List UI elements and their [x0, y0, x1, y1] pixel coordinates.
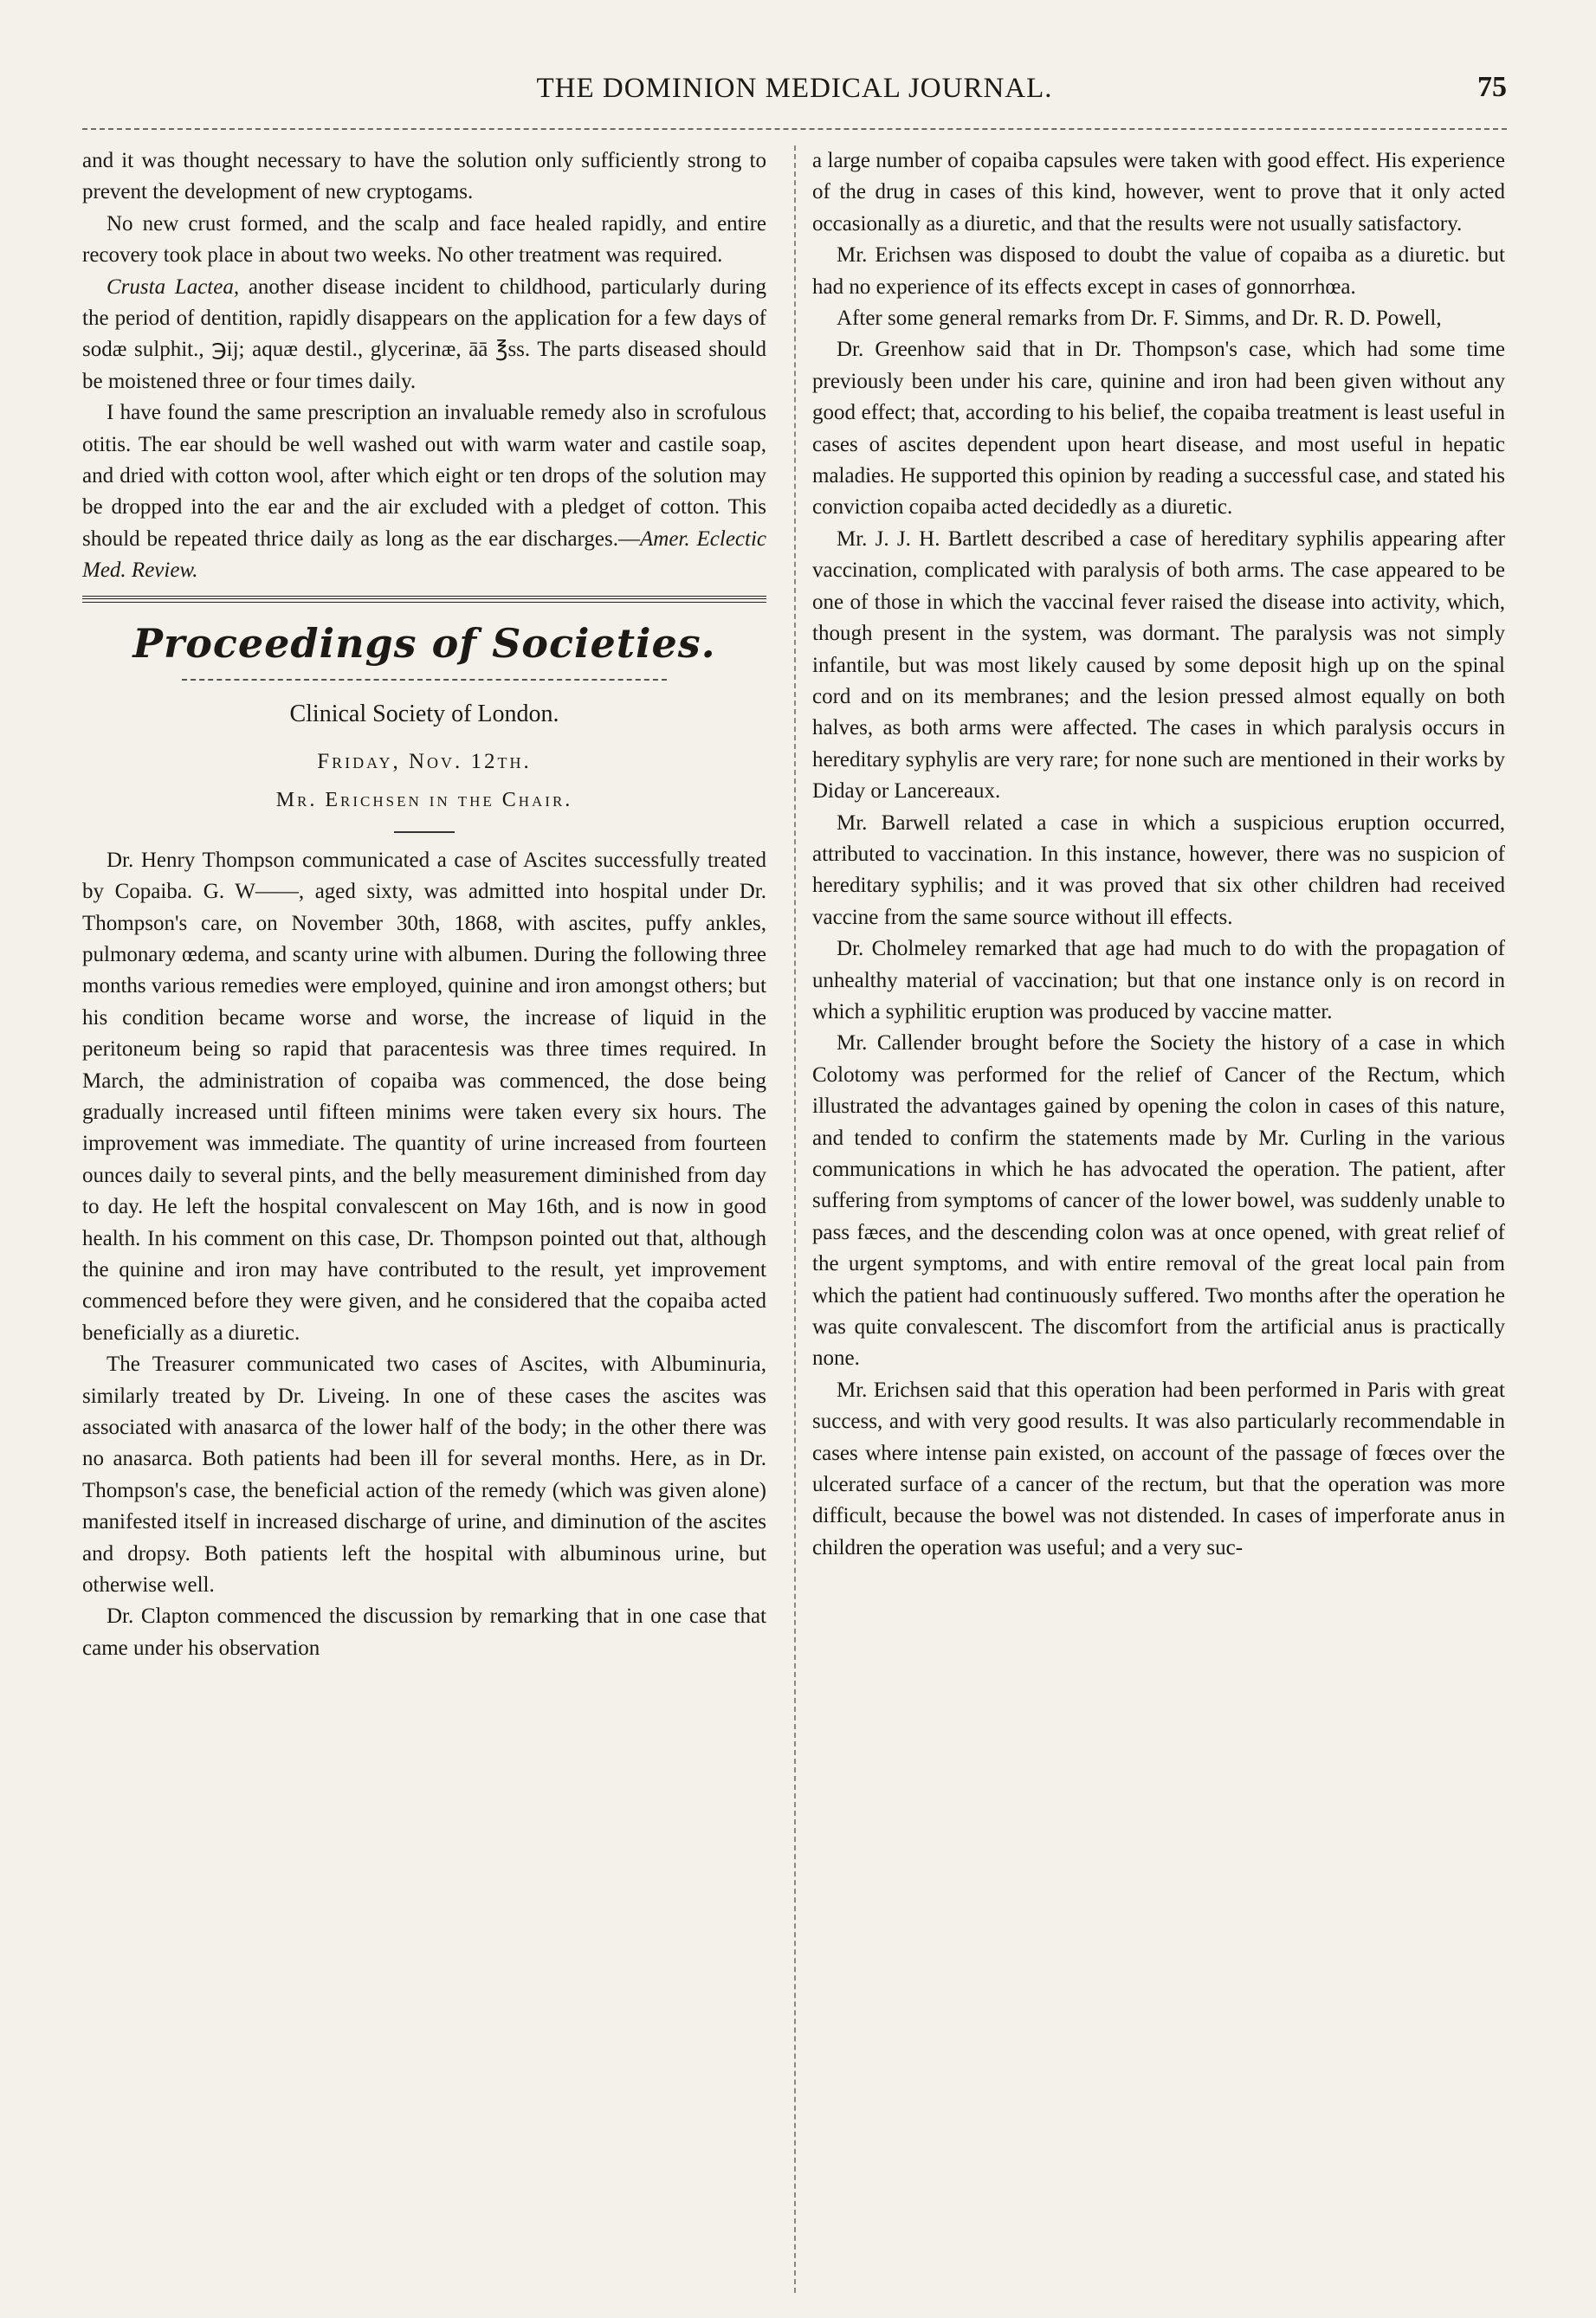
paragraph: Mr. Erichsen said that this operation had been performed in Paris with great success, and with very good results. It was also particularly recommendable in cases where intense pain existed, on account of the passage of fœces over the ulcerated surface of a cancer of the rectum, but that the operation was more difficult, because the bowel was not distended. In cases of imperforate anus in children the operation was useful; and a very suc- [812, 1378, 1505, 1559]
paragraph-text: another disease incident to childhood, particularly during the period of dentition, rapidly disappears on the application for a few days of sodæ sulphit., ℈ij; aquæ destil., glycerinæ, āā ℥ss. The parts diseased should be moistened three or four times daily. [82, 274, 766, 393]
society-name: Clinical Society of London. [289, 700, 559, 727]
paragraph: Mr. Callender brought before the Society the history of a case in which Colotomy was performed for the relief of Cancer of the Rectum, which illustrated the advantages gained by opening the colon in cases of this nature, and tended to confirm the statements made by Mr. Curling in the various communications in which he has advocated the operation. The patient, after suffering from symptoms of cancer of the lower bowel, was suddenly unable to pass fæces, and the descending colon was at once opened, with great relief of the urgent symptoms, and with entire removal of the great local pain from which the patient had continuously suffered. Two months after the operation he was quite convalescent. The discomfort from the artificial anus is practically none. [812, 1031, 1505, 1371]
running-title: THE DOMINION MEDICAL JOURNAL. [536, 73, 1053, 104]
header-rule [82, 128, 1507, 130]
paragraph [82, 272, 766, 398]
section-rule [82, 596, 766, 603]
chair-line: Mr. Erichsen in the Chair. [275, 788, 573, 811]
paragraph [82, 397, 766, 586]
paragraph: Dr. Henry Thompson communicated a case of Ascites successfully treated by Copaiba. G. W——, aged sixty, was admitted into hospital under Dr. Thompson's care, on November 30th, 1868, with ascites, puffy ankles, pulmonary œdema, and scanty urine with albumen. During the following three months various remedies were employed, quinine and iron amongst others; but his condition became worse and worse, the increase of liquid in the peritoneum being so rapid that paracentesis was three times required. In March, the administration of copaiba was commenced, the dose being gradually increased until fifteen minims were taken every six hours. The improvement was immediate. The quantity of urine increased from fourteen ounces daily to several pints, and the belly measurement diminished from day to day. He left the hospital convalescent on May 16th, and is now in good health. In his comment on this case, Dr. Thompson pointed out that, although the quinine and iron may have contributed to the result, yet improvement commenced before they were given, and he considered that the copaiba acted beneficially as a diuretic. [82, 848, 766, 1345]
paragraph: a large number of copaiba capsules were taken with good effect. His experience of the drug in cases of this kind, however, went to prove that it only acted occasionally as a diuretic, and that the results were not usually satisfactory. [812, 149, 1505, 236]
right-column [812, 145, 1505, 1564]
column-divider [794, 145, 796, 2293]
citation-source: Amer. Eclectic Med. Review. [82, 526, 767, 583]
paragraph: Dr. Clapton commenced the discussion by remarking that in one case that came under his observation [82, 1605, 766, 1660]
paragraph: Mr. Barwell related a case in which a suspicious eruption occurred, attributed to vaccination. In this instance, however, there was no suspicion of hereditary syphilis; and it was proved that six other children had received vaccine from the same source without ill effects. [812, 810, 1505, 929]
paragraph: Dr. Greenhow said that in Dr. Thompson's case, which had some time previously been under his care, quinine and iron had been given without any good effect; that, according to his belief, the copaiba treatment is least useful in cases of ascites dependent upon heart disease, and most useful in hepatic maladies. He supported this opinion by reading a successful case, and stated his conviction copaiba acted decidedly as a diuretic. [812, 338, 1505, 520]
paragraph: Mr. Erichsen was disposed to doubt the value of copaiba as a diuretic. but had no experience of its effects except in cases of gonnorrhœa. [812, 243, 1505, 299]
dash-rule [182, 679, 667, 681]
paragraph-lead: Crusta Lactea, [107, 274, 240, 299]
paragraph: After some general remarks from Dr. F. Simms, and Dr. R. D. Powell, [837, 307, 1442, 331]
paragraph: Dr. Cholmeley remarked that age had much to do with the propagation of unhealthy material of vaccination; but that one instance only is on record in which a syphilitic eruption was produced by vaccine matter. [812, 937, 1505, 1023]
section-title: Proceedings of Societies. [132, 619, 716, 667]
page-header [82, 68, 1507, 119]
paragraph-text: I have found the same prescription an invaluable remedy also in scrofulous otitis. The ear should be well washed out with warm water and castile soap, and dried with cotton wool, after which eight or ten drops of the solution may be dropped into the ear and the air excluded with a pledget of cotton. This should be repeated thrice daily as long as the ear discharges.— [82, 401, 766, 551]
meeting-date: Friday, Nov. 12th. [317, 749, 532, 773]
paragraph: Mr. J. J. H. Bartlett described a case of hereditary syphilis appearing after vaccination, complicated with paralysis of both arms. The case appeared to be one of those in which the vaccinal fever raised the disease into activity, which, though present in the system, was dormant. The paralysis was not simply infantile, but was most likely caused by some deposit high up on the spinal cord and on its membranes; and the lesion pressed almost equally on both halves, as both arms were affected. The cases in which paralysis occurs in hereditary syphylis are very rare; for none such are mentioned in their works by Diday or Lancereaux. [812, 526, 1505, 804]
paragraph: and it was thought necessary to have the solution only sufficiently strong to prevent the development of new cryptogams. [82, 149, 766, 204]
page-number: 75 [1477, 71, 1507, 103]
paragraph: The Treasurer communicated two cases of Ascites, with Albuminuria, similarly treated by Dr. Liveing. In one of these cases the ascites was associated with anasarca of the lower half of the body; in the other there was no anasarca. Both patients had been ill for several months. Here, as in Dr. Thompson's case, the beneficial action of the remedy (which was given alone) manifested itself in increased discharge of urine, and diminution of the ascites and dropsy. Both patients left the hospital with albuminous urine, but otherwise well. [82, 1353, 766, 1598]
paragraph: No new crust formed, and the scalp and face healed rapidly, and entire recovery took place in about two weeks. No other treatment was required. [82, 211, 766, 268]
short-rule [394, 831, 455, 833]
left-column [82, 145, 766, 1664]
